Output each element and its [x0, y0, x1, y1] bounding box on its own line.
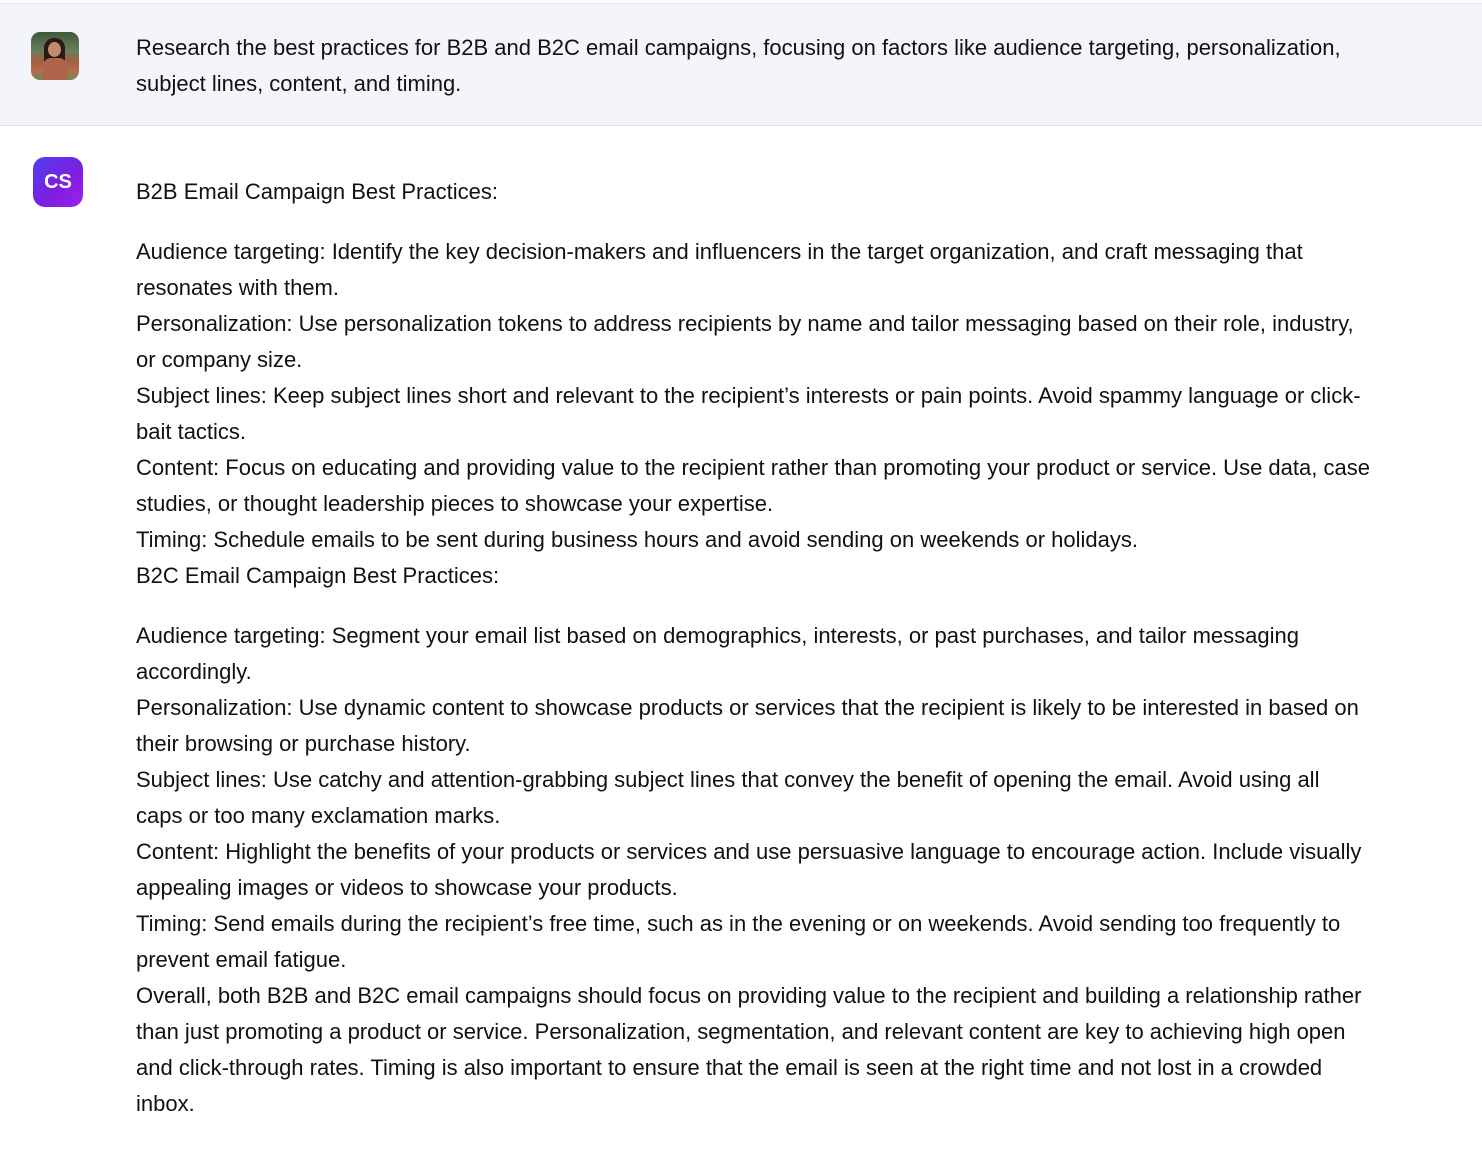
user-message — [0, 3, 1482, 126]
summary: Overall, both B2B and B2C email campaigns should focus on providing value to the recipient and building a relationship rather than just promoting a product or service. Personalization, segmentation, and relevant content are key to achieving high open and click-through rates. Timing is also important to ensure that the email is seen at the right time and not lost in a crowded inbox. — [136, 983, 1362, 1116]
avatar-face — [48, 42, 61, 57]
b2b-item: Content: Focus on educating and providing value to the recipient rather than promoting your product or service. Use data, case studies, or thought leadership pieces to showcase your expertise. — [136, 455, 1370, 516]
logo-text: CS — [44, 170, 72, 193]
b2b-item: Audience targeting: Identify the key decision-makers and influencers in the target organization, and craft messaging that resonates with them. — [136, 239, 1303, 300]
user-avatar — [31, 32, 79, 80]
b2c-item: Subject lines: Use catchy and attention-grabbing subject lines that convey the benefit of opening the email. Avoid using all caps or too many exclamation marks. — [136, 767, 1320, 828]
user-message-text: Research the best practices for B2B and B2C email campaigns, focusing on factors like audience targeting, personalization, subject lines, content, and timing. — [136, 35, 1341, 96]
b2b-item: Timing: Schedule emails to be sent during business hours and avoid sending on weekends or holidays. — [136, 527, 1139, 552]
b2c-item: Personalization: Use dynamic content to showcase products or services that the recipient is likely to be interested in based on their browsing or purchase history. — [136, 695, 1359, 756]
avatar-body — [43, 58, 67, 80]
b2b-item: Subject lines: Keep subject lines short and relevant to the recipient’s interests or pain points. Avoid spammy language or click-bait tactics. — [136, 383, 1361, 444]
b2c-heading: B2C Email Campaign Best Practices: — [136, 563, 500, 588]
b2c-item: Timing: Send emails during the recipient’s free time, such as in the evening or on weekends. Avoid sending too frequently to prevent email fatigue. — [136, 911, 1341, 972]
b2b-item: Personalization: Use personalization tokens to address recipients by name and tailor messaging based on their role, industry, or company size. — [136, 311, 1354, 372]
assistant-message — [136, 174, 1371, 1122]
b2c-item: Content: Highlight the benefits of your products or services and use persuasive language to encourage action. Include visually appealing images or videos to showcase your products. — [136, 839, 1362, 900]
b2b-heading: B2B Email Campaign Best Practices: — [136, 179, 498, 204]
b2c-item: Audience targeting: Segment your email list based on demographics, interests, or past purchases, and tailor messaging accordingly. — [136, 623, 1299, 684]
assistant-logo — [33, 157, 83, 207]
